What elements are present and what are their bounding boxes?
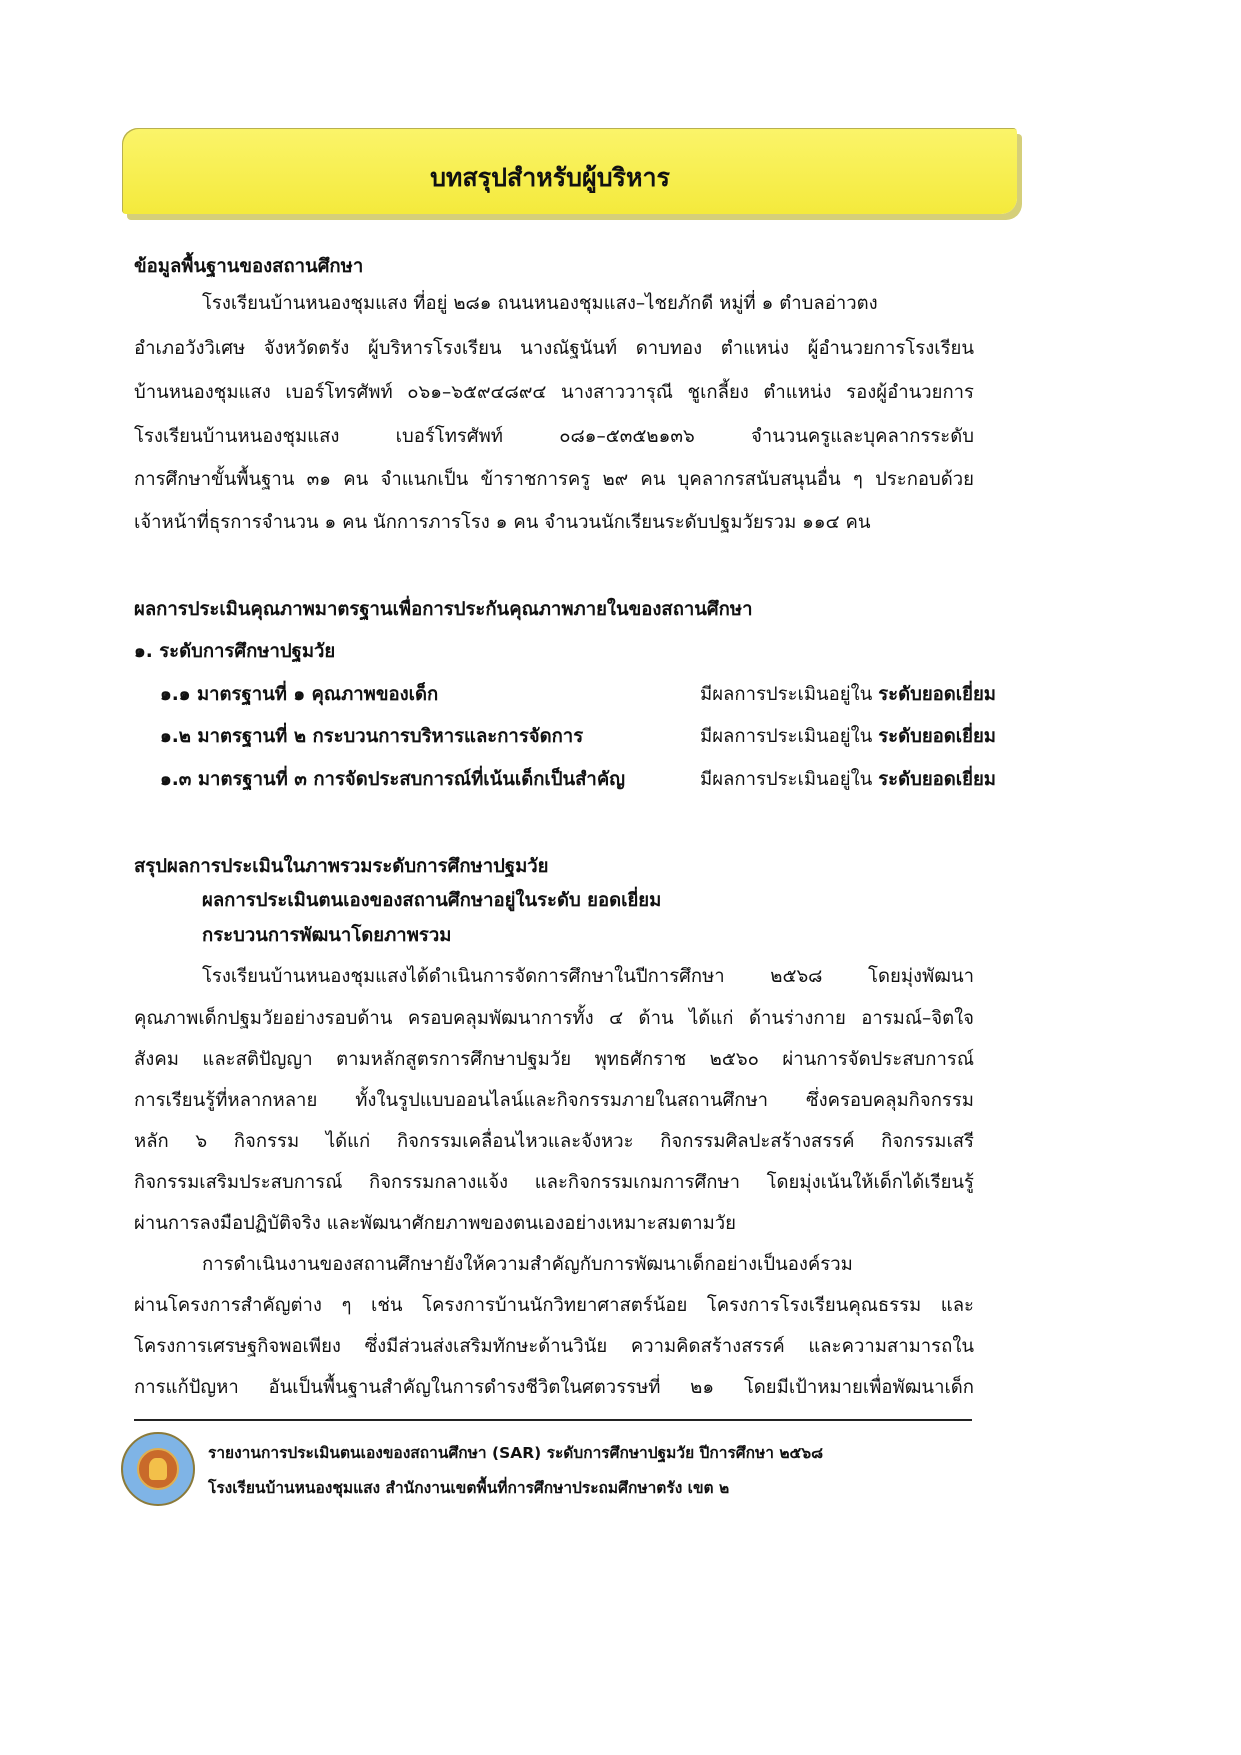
paragraph-line: เจ้าหน้าที่ธุรการจำนวน ๑ คน นักการภารโรง ๑ คน จำนวนนักเรียนระดับปฐมวัยรวม ๑๑๔ คน bbox=[134, 512, 871, 533]
paragraph-line: ผ่านการลงมือปฏิบัติจริง และพัฒนาศักยภาพของตนเองอย่างเหมาะสมตามวัย bbox=[134, 1213, 737, 1234]
paragraph-line: ผ่านโครงการสำคัญต่าง ๆ เช่น โครงการบ้านนักวิทยาศาสตร์น้อย โครงการโรงเรียนคุณธรรม และ bbox=[134, 1295, 974, 1316]
paragraph-line: การดำเนินงานของสถานศึกษายังให้ความสำคัญกับการพัฒนาเด็กอย่างเป็นองค์รวม bbox=[202, 1254, 853, 1275]
paragraph-line: โรงเรียนบ้านหนองชุมแสง เบอร์โทรศัพท์ ๐๘๑–๕๓๕๒๑๓๖ จำนวนครูและบุคลากรระดับ bbox=[134, 426, 974, 447]
paragraph-line: สังคม และสติปัญญา ตามหลักสูตรการศึกษาปฐมวัย พุทธศักราช ๒๕๖๐ ผ่านการจัดประสบการณ์ bbox=[134, 1049, 974, 1070]
section-heading-basic-info: ข้อมูลพื้นฐานของสถานศึกษา bbox=[134, 256, 364, 277]
standard-label: ๑.๑ มาตรฐานที่ ๑ คุณภาพของเด็ก bbox=[160, 684, 439, 705]
standard-label: ๑.๓ มาตรฐานที่ ๓ การจัดประสบการณ์ที่เน้นเด็กเป็นสำคัญ bbox=[160, 769, 625, 790]
summary-process-heading: กระบวนการพัฒนาโดยภาพรวม bbox=[202, 925, 452, 946]
paragraph-line: โครงการเศรษฐกิจพอเพียง ซึ่งมีส่วนส่งเสริมทักษะด้านวินัย ความคิดสร้างสรรค์ และความสามารถใน bbox=[134, 1336, 974, 1357]
paragraph-line: การศึกษาขั้นพื้นฐาน ๓๑ คน จำแนกเป็น ข้าราชการครู ๒๙ คน บุคลากรสนับสนุนอื่น ๆ ประกอบด้วย bbox=[134, 469, 974, 490]
section-heading-assessment: ผลการประเมินคุณภาพมาตรฐานเพื่อการประกันคุณภาพภายในของสถานศึกษา bbox=[134, 599, 753, 620]
paragraph-line: โรงเรียนบ้านหนองชุมแสง ที่อยู่ ๒๘๑ ถนนหนองชุมแสง–ไชยภักดี หมู่ที่ ๑ ตำบลอ่าวตง bbox=[202, 293, 878, 314]
summary-result-line: ผลการประเมินตนเองของสถานศึกษาอยู่ในระดับ ยอดเยี่ยม bbox=[202, 890, 662, 911]
paragraph-line: บ้านหนองชุมแสง เบอร์โทรศัพท์ ๐๖๑–๖๕๙๔๘๙๔ นางสาววารุณี ชูเกลี้ยง ตำแหน่ง รองผู้อำนวยการ bbox=[134, 382, 974, 403]
paragraph-line: การแก้ปัญหา อันเป็นพื้นฐานสำคัญในการดำรงชีวิตในศตวรรษที่ ๒๑ โดยมีเป้าหมายเพื่อพัฒนาเด็ก bbox=[134, 1377, 974, 1398]
paragraph-line: การเรียนรู้ที่หลากหลาย ทั้งในรูปแบบออนไลน์และกิจกรรมภายในสถานศึกษา ซึ่งครอบคลุมกิจกรรม bbox=[134, 1090, 974, 1111]
page-title: บทสรุปสำหรับผู้บริหาร bbox=[430, 163, 670, 192]
paragraph-line: อำเภอวังวิเศษ จังหวัดตรัง ผู้บริหารโรงเรียน นางณัฐนันท์ ดาบทอง ตำแหน่ง ผู้อำนวยการโรงเรียน bbox=[134, 338, 974, 359]
school-emblem-icon bbox=[121, 1432, 195, 1506]
paragraph-line: หลัก ๖ กิจกรรม ได้แก่ กิจกรรมเคลื่อนไหวและจังหวะ กิจกรรมศิลปะสร้างสรรค์ กิจกรรมเสรี bbox=[134, 1131, 974, 1152]
footer-report-title: รายงานการประเมินตนเองของสถานศึกษา (SAR) ระดับการศึกษาปฐมวัย ปีการศึกษา ๒๕๖๘ bbox=[208, 1444, 824, 1462]
level-heading: ๑. ระดับการศึกษาปฐมวัย bbox=[134, 641, 336, 662]
section-heading-summary: สรุปผลการประเมินในภาพรวมระดับการศึกษาปฐมวัย bbox=[134, 856, 549, 877]
standard-result: มีผลการประเมินอยู่ใน ระดับยอดเยี่ยม bbox=[700, 769, 996, 790]
footer-divider bbox=[134, 1419, 972, 1421]
paragraph-line: คุณภาพเด็กปฐมวัยอย่างรอบด้าน ครอบคลุมพัฒนาการทั้ง ๔ ด้าน ได้แก่ ด้านร่างกาย อารมณ์–จิตใจ bbox=[134, 1008, 974, 1029]
standard-label: ๑.๒ มาตรฐานที่ ๒ กระบวนการบริหารและการจัดการ bbox=[160, 726, 584, 747]
footer-school-name: โรงเรียนบ้านหนองชุมแสง สำนักงานเขตพื้นที่การศึกษาประถมศึกษาตรัง เขต ๒ bbox=[208, 1479, 730, 1497]
paragraph-line: โรงเรียนบ้านหนองชุมแสงได้ดำเนินการจัดการศึกษาในปีการศึกษา ๒๕๖๘ โดยมุ่งพัฒนา bbox=[202, 966, 974, 987]
standard-result: มีผลการประเมินอยู่ใน ระดับยอดเยี่ยม bbox=[700, 684, 996, 705]
paragraph-line: กิจกรรมเสริมประสบการณ์ กิจกรรมกลางแจ้ง และกิจกรรมเกมการศึกษา โดยมุ่งเน้นให้เด็กได้เรียนรู้ bbox=[134, 1172, 974, 1193]
standard-result: มีผลการประเมินอยู่ใน ระดับยอดเยี่ยม bbox=[700, 726, 996, 747]
